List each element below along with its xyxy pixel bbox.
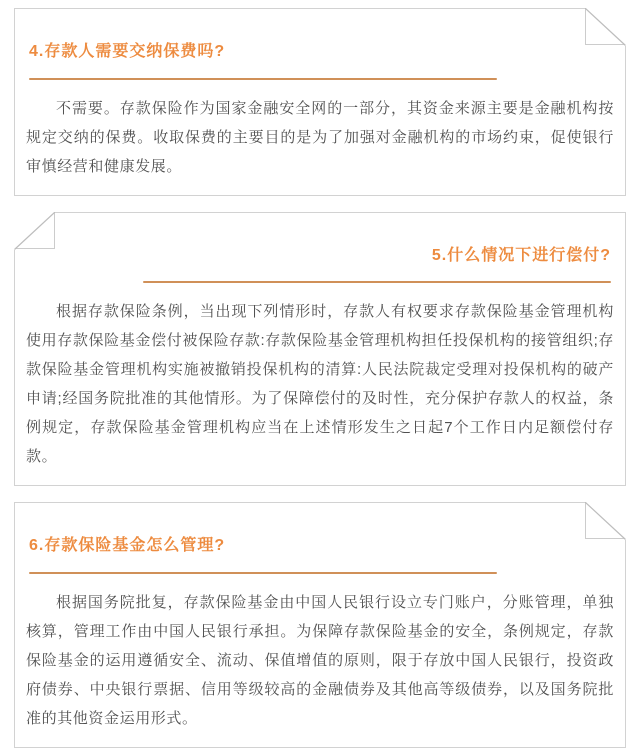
faq-card-question-4 [14, 8, 626, 196]
answer-text: 根据国务院批复，存款保险基金由中国人民银行设立专门账户，分账管理，单独核算，管理工作由中国人民银行承担。为保障存款保险基金的安全，条例规定，存款保险基金的运用遵循安全、流动、保值增值的原则，限于存放中国人民银行，投资政府债券、中央银行票据、信用等级较高的金融债券及其他高等级债券，以及国务院批准的其他资金运用形式。 [26, 593, 614, 727]
question-title: 6.存款保险基金怎么管理? [29, 537, 226, 555]
title-underline [143, 281, 611, 283]
faq-card-question-5 [14, 212, 626, 487]
folded-corner-icon [585, 502, 626, 540]
question-title: 5.什么情况下进行偿付? [431, 246, 611, 264]
answer-text: 不需要。存款保险作为国家金融安全网的一部分，其资金来源主要是金融机构按规定交纳的保费。收取保费的主要目的是为了加强对金融机构的市场约束，促使银行审慎经营和健康发展。 [26, 99, 614, 175]
answer-text: 根据存款保险条例，当出现下列情形时，存款人有权要求存款保险基金管理机构使用存款保险基金偿付被保险存款:存款保险基金管理机构担任投保机构的接管组织;存款保险基金管理机构实施被撤销投保机构的清算:人民法院裁定受理对投保机构的破产申请;经国务院批准的其他情形。为了保障偿付的及时性，充分保护存款人的权益，条例规定，存款保险基金管理机构应当在上述情形发生之日起7个工作日内足额偿付存款。 [26, 303, 614, 466]
folded-corner-icon [14, 212, 55, 250]
title-underline [29, 572, 497, 574]
faq-card-question-6 [14, 502, 626, 748]
question-title: 4.存款人需要交纳保费吗? [29, 43, 226, 61]
title-underline [29, 78, 497, 80]
folded-corner-icon [585, 8, 626, 46]
